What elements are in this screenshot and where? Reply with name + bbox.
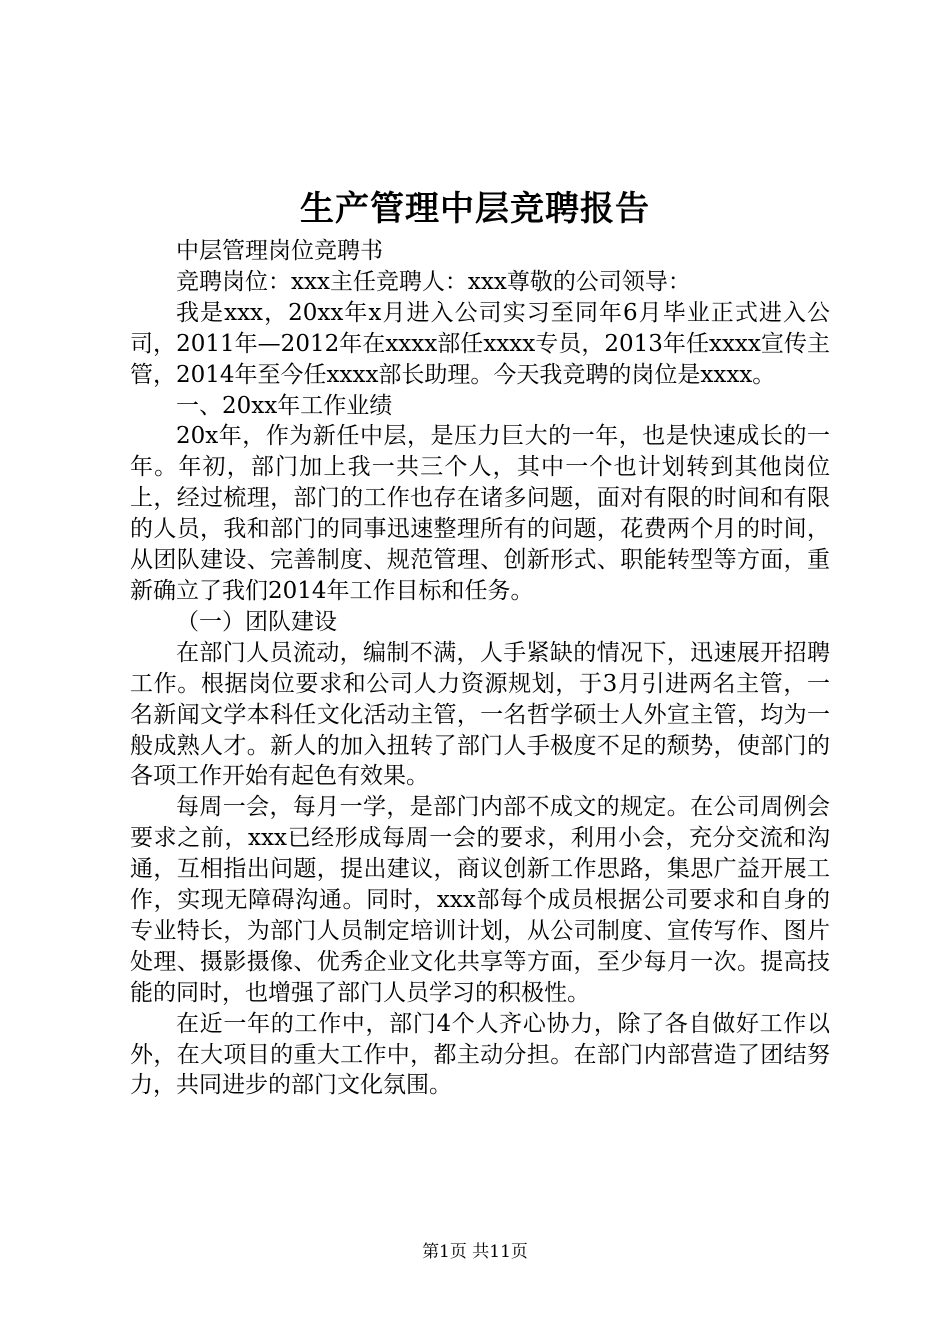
- page-footer: 第1页 共11页: [422, 1242, 528, 1262]
- paragraph-recruitment: 在部门人员流动，编制不满，人手紧缺的情况下，迅速展开招聘工作。根据岗位要求和公司人力资源规划，于3月引进两名主管，一名新闻文学本科任文化活动主管，一名哲学硕士人外宣主管，均为一般成熟人才。新人的加入扭转了部门人手极度不足的颓势，使部门的各项工作开始有起色有效果。: [130, 639, 830, 790]
- paragraph-position-info: 竞聘岗位：xxx主任竞聘人：xxx尊敬的公司领导：: [176, 268, 691, 295]
- section-heading-achievements: 一、20xx年工作业绩: [176, 392, 393, 419]
- paragraph-weekly-meetings: 每周一会，每月一学，是部门内部不成文的规定。在公司周例会要求之前，xxx已经形成每周一会的要求，利用小会，充分交流和沟通，互相指出问题，提出建议，商议创新工作思路，集思广益开展工作，实现无障碍沟通。同时，xxx部每个成员根据公司要求和自身的专业特长，为部门人员制定培训计划，从公司制度、宣传写作、图片处理、摄影摄像、优秀企业文化共享等方面，至少每月一次。提高技能的同时，也增强了部门人员学习的积极性。: [130, 794, 830, 1006]
- paragraph-introduction: 我是xxx，20xx年x月进入公司实习至同年6月毕业正式进入公司，2011年—2012年在xxxx部任xxxx专员，2013年任xxxx宣传主管，2014年至今任xxxx部长助理。今天我竞聘的岗位是xxxx。: [130, 299, 830, 388]
- paragraph-subtitle: 中层管理岗位竞聘书: [176, 238, 383, 264]
- paragraph-year-overview: 20x年，作为新任中层，是压力巨大的一年，也是快速成长的一年。年初，部门加上我一共三个人，其中一个也计划转到其他岗位上，经过梳理，部门的工作也存在诸多问题，面对有限的时间和有限的人员，我和部门的同事迅速整理所有的问题，花费两个月的时间，从团队建设、完善制度、规范管理、创新形式、职能转型等方面，重新确立了我们2014年工作目标和任务。: [130, 423, 830, 604]
- paragraph-team-culture: 在近一年的工作中，部门4个人齐心协力，除了各自做好工作以外，在大项目的重大工作中，都主动分担。在部门内部营造了团结努力，共同进步的部门文化氛围。: [130, 1010, 830, 1099]
- subsection-heading-team-building: （一）团队建设: [176, 608, 337, 635]
- document-title: 生产管理中层竞聘报告: [300, 189, 650, 229]
- document-body: [130, 236, 830, 1101]
